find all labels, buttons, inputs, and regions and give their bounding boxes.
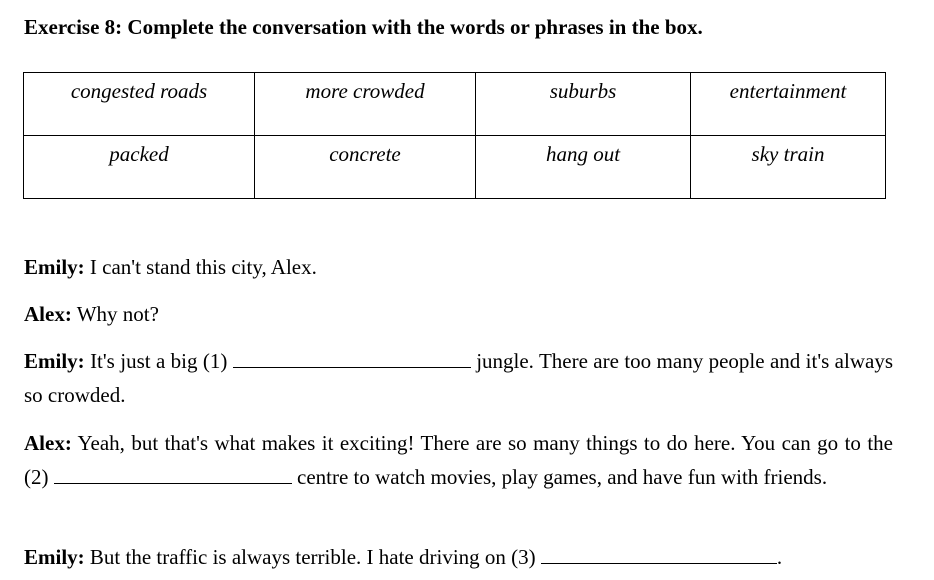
word-cell: sky train: [691, 136, 886, 199]
dialogue-text: .: [776, 545, 783, 569]
dialogue-text: Why not?: [71, 302, 159, 326]
speaker-name: Alex:: [24, 302, 72, 326]
dialogue-paragraph: [24, 344, 893, 412]
word-cell: suburbs: [476, 73, 691, 136]
speaker-name: Emily:: [24, 349, 85, 373]
answer-blank-1[interactable]: [233, 347, 471, 368]
dialogue-line: [24, 540, 782, 574]
dialogue-line: [24, 297, 159, 331]
dialogue-text: jungle. There are too many people and it's always so crowded.: [24, 349, 893, 407]
answer-blank-3[interactable]: [541, 543, 777, 564]
dialogue-line: [24, 250, 317, 284]
answer-blank-2[interactable]: [54, 463, 292, 484]
speaker-name: Emily:: [24, 255, 85, 279]
dialogue-text: It's just a big (1): [84, 349, 233, 373]
word-cell: hang out: [476, 136, 691, 199]
exercise-title: Exercise 8: Complete the conversation with the words or phrases in the box.: [24, 15, 703, 39]
dialogue-text: centre to watch movies, play games, and have fun with friends.: [291, 465, 828, 489]
word-box: [23, 72, 886, 199]
word-cell: entertainment: [691, 73, 886, 136]
word-box-row: [24, 136, 886, 199]
dialogue-text: I can't stand this city, Alex.: [84, 255, 317, 279]
word-cell: concrete: [255, 136, 476, 199]
word-cell: more crowded: [255, 73, 476, 136]
dialogue-text: Yeah, but that's what makes it exciting! There are so many things to do here. You can go to the (2): [24, 431, 893, 489]
speaker-name: Emily:: [24, 545, 85, 569]
dialogue-text: But the traffic is always terrible. I hate driving on (3): [84, 545, 541, 569]
dialogue-paragraph: [24, 426, 893, 494]
word-box-row: [24, 73, 886, 136]
word-cell: congested roads: [24, 73, 255, 136]
word-cell: packed: [24, 136, 255, 199]
speaker-name: Alex:: [24, 431, 72, 455]
